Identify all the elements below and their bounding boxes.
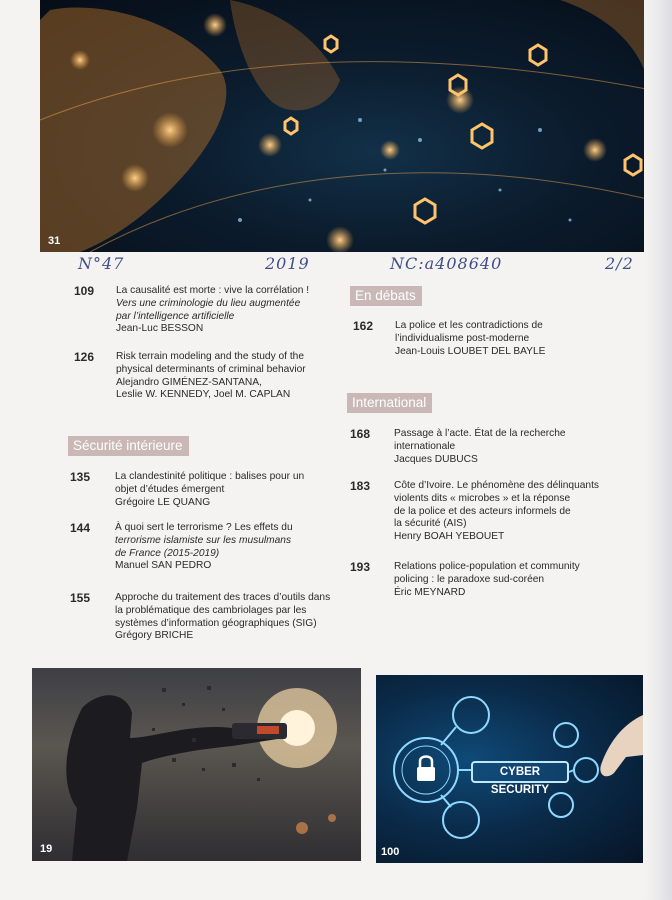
toc-entry-page-number: 193 — [350, 560, 371, 574]
toc-entry-page-number: 155 — [70, 591, 91, 605]
toc-entry-page-number: 183 — [350, 479, 371, 493]
toc-entry-text — [115, 522, 293, 573]
toc-entry-text — [395, 320, 545, 358]
section-heading-international: International — [347, 393, 432, 413]
toc-entry-title-line: objet d’études émergent — [115, 483, 225, 495]
toc-entry-title-line: de France (2015-2019) — [115, 547, 220, 559]
toc-entry-title-line: Côte d’Ivoire. Le phénomène des délinquants — [394, 480, 600, 491]
toc-entry-title-line: policing : le paradoxe sud-coréen — [394, 573, 545, 585]
robot-soldier-image — [32, 668, 361, 861]
handwritten-year: 2019 — [265, 254, 310, 273]
toc-entry-author: Grégoire LE QUANG — [115, 496, 211, 508]
toc-entry-text — [394, 561, 580, 599]
toc-entry-title-line: À quoi sert le terrorisme ? Les effets du — [115, 522, 293, 533]
toc-entry-title-line: la problématique des cambriolages par les — [115, 604, 307, 616]
toc-entry-author: Leslie W. KENNEDY, Joel M. CAPLAN — [116, 389, 291, 401]
toc-entry-title-line: physical determinants of criminal behavior — [116, 363, 306, 375]
toc-entry-author: Jacques DUBUCS — [394, 453, 478, 465]
toc-entry-page-number: 144 — [70, 521, 91, 535]
toc-entry-title-line: systèmes d’information géographiques (SIG) — [115, 617, 317, 629]
toc-entry-title-line: violents dits « microbes » et la réponse — [394, 492, 571, 504]
robot-image-page-number: 19 — [40, 843, 53, 855]
toc-entry-title-line: internationale — [394, 440, 456, 452]
hero-page-number: 31 — [48, 235, 61, 247]
toc-entry-author: Grégory BRICHE — [115, 630, 194, 642]
toc-entry-page-number: 162 — [353, 319, 374, 333]
toc-entry-author: Jean-Luc BESSON — [116, 323, 204, 335]
toc-entry-title-line: Risk terrain modeling and the study of the — [116, 351, 305, 362]
toc-entry-text — [116, 285, 309, 336]
toc-entry-page-number: 168 — [350, 427, 371, 441]
hero-globe-image — [40, 0, 652, 252]
toc-entry-text — [394, 428, 566, 466]
toc-entry-title-line: Approche du traitement des traces d’outils dans — [115, 592, 331, 603]
toc-entry-title-line: Alejandro GIMÉNEZ-SANTANA, — [116, 376, 262, 388]
toc-entry-text — [115, 471, 304, 509]
robot-illustration — [32, 668, 361, 861]
cyber-image-page-number: 100 — [381, 846, 400, 858]
toc-entry-author: Éric MEYNARD — [394, 586, 466, 598]
toc-entry-title-line: Relations police-population et community — [394, 561, 580, 572]
toc-entry-page-number: 109 — [74, 284, 95, 298]
section-heading-en-debats: En débats — [350, 286, 422, 306]
toc-entry-title-line: Passage à l’acte. État de la recherche — [394, 428, 566, 439]
toc-entry-title-line: la sécurité (AIS) — [394, 518, 467, 530]
toc-entry-title-line: La causalité est morte : vive la corrélation ! — [116, 285, 310, 296]
toc-entry-title-line: l’individualisme post-moderne — [395, 332, 530, 344]
handwritten-issue: N°47 — [78, 254, 125, 273]
toc-entry-title-line: La clandestinité politique : balises pour un — [115, 471, 305, 482]
page-edge-shadow — [644, 0, 672, 900]
toc-entry-text — [394, 480, 599, 544]
toc-entry-title-line: terrorisme islamiste sur les musulmans — [115, 534, 292, 546]
toc-entry-page-number: 126 — [74, 350, 95, 364]
toc-entry-author: Henry BOAH YEBOUET — [394, 531, 505, 543]
section-heading-securite-interieure: Sécurité intérieure — [68, 436, 189, 456]
toc-entry-title-line: de la police et des acteurs informels de — [394, 505, 571, 517]
globe-illustration — [40, 0, 652, 252]
toc-entry-title-line: par l’intelligence artificielle — [116, 310, 235, 322]
cyber-security-image — [376, 675, 643, 863]
toc-entry-page-number: 135 — [70, 470, 91, 484]
toc-entry-author: Manuel SAN PEDRO — [115, 560, 212, 572]
toc-entry-title-line: Vers une criminologie du lieu augmentée — [116, 297, 301, 309]
handwritten-fraction: 2/2 — [605, 254, 634, 273]
handwritten-reference: NC:a408640 — [390, 254, 503, 273]
toc-entry-text — [116, 351, 306, 402]
cyber-security-label: CYBER SECURITY — [471, 761, 569, 783]
toc-entry-text — [115, 592, 330, 643]
toc-entry-title-line: La police et les contradictions de — [395, 320, 543, 331]
toc-entry-author: Jean-Louis LOUBET DEL BAYLE — [395, 345, 546, 357]
